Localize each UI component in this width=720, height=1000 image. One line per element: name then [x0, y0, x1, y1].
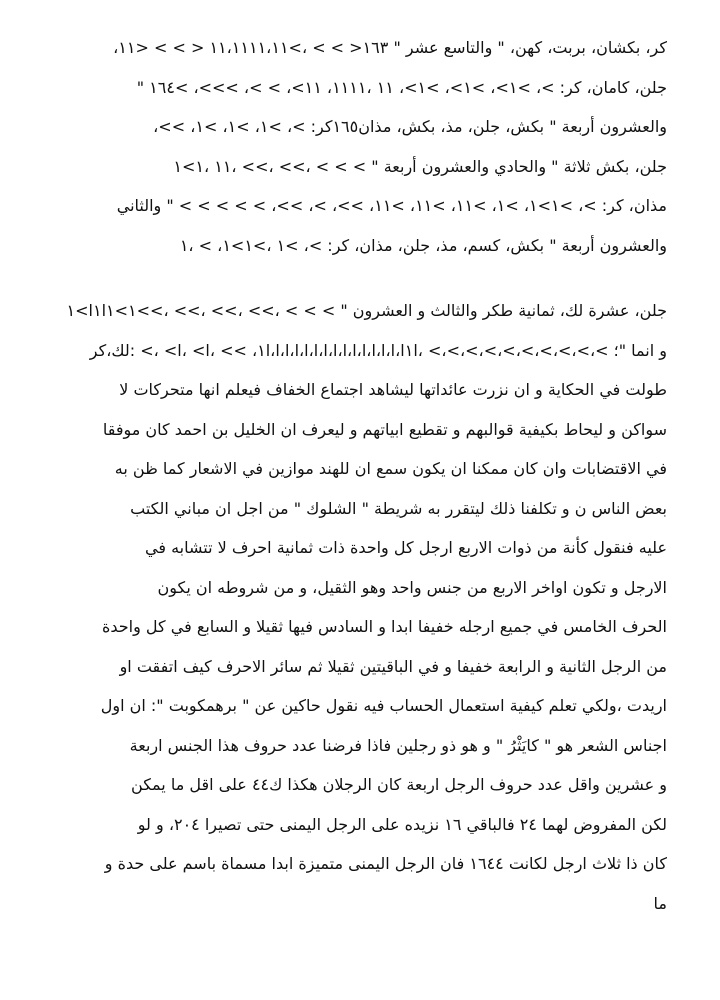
text-line: سواكن و ليحاط بكيفية قوالبهم و تقطيع ابياتهم و ليعرف ان الخليل بن احمد كان موفقا: [102, 419, 667, 439]
text-line: عليه فنقول كأنة من ذوات الاربع ارجل كل واحدة ذات ثمانية احرف لا تتشابه في: [145, 538, 667, 557]
text-line: جلن، عشرة لك، ثمانية طكر والثالث و العشرون " > > > ،>> ،>> ،>> ،>>١>١ا١ا>١: [66, 301, 667, 320]
paragraph-spacer: [55, 265, 667, 291]
text-line: و انما "؛ >،>،>،>،>،>،>،>،>،> ،ا١ا،ا،ا،ا،ا،ا،ا،ا،ا،ا،ا،ا،ا،ا،ا١، >> ،ا> ،ا> ،> :لك،كر: [89, 340, 667, 360]
text-line: ما: [653, 893, 667, 913]
text-line: و عشرين واقل عدد حروف الرجل اربعة كان الرجلان هكذا ك٤٤ على اقل ما يمكن: [131, 775, 667, 794]
text-line: الارجل و تكون اواخر الاربع من جنس واحد وهو الثقيل، و من شروطه ان يكون: [157, 577, 667, 597]
text-line: جلن، كامان، كر: >، >١>، >١>، >١>، ١١ ،١١١١، ١١>، > >، >>>، >١٦٤ ": [136, 77, 667, 97]
text-line: والعشرون أربعة " بكش، كسم، مذ، جلن، مذان، كر: >، >١ ،>١>١، > ،١: [179, 235, 667, 255]
text-line: الحرف الخامس في جميع ارجله خفيفا ابدا و السادس فيها ثقيلا و السابع في كل واحدة: [102, 617, 667, 636]
text-line: كر، بكشان، بربت، كهن، " والتاسع عشر " ١٦٣< > > ،>١١،١١١١،١١ < > > <١١،: [113, 38, 667, 57]
paragraph-2: [55, 291, 667, 923]
document-page: [55, 28, 667, 923]
text-line: بعض الناس ن و تكلفنا ذلك ليتقرر به شريطة " الشلوك " من اجل ان مباني الكتب: [130, 498, 667, 518]
text-line: من الرجل الثانية و الرابعة خفيفا و في الباقيتين ثقيلا ثم سائر الاحرف كيف اتفقت او: [119, 656, 667, 676]
text-line: لكن المفروض لهما ٢٤ فالباقي ١٦ نزيده على الرجل اليمنى حتى تصيرا ٢٠٤، و لو: [137, 814, 667, 834]
text-line: طولت في الحكاية و ان نزرت عائداتها ليشاهد اجتماع الخفاف فيعلم انها متحركات لا: [119, 380, 667, 399]
text-line: مذان، كر: >، >١>١، >١، >١١، >١١، >١١، >>، >، >>، > > > > > " والثاني: [116, 196, 667, 215]
text-line: اجناس الشعر هو " كايَثْرُ " و هو ذو رجلين فاذا فرضنا عدد حروف هذا الجنس اربعة: [129, 735, 667, 755]
text-line: جلن، بكش ثلاثة " والحادي والعشرون أربعة " > > > ،>> ،>> ،١١ ،١>١: [173, 156, 667, 176]
text-line: والعشرون أربعة " بكش، جلن، مذ، بكش، مذان١٦٥كر: >، >١، >١، >١، >>،: [153, 117, 667, 136]
text-line: في الاقتضابات وان كان ممكنا ان يكون سمع ان للهند موازين في الاشعار كما ظن به: [114, 459, 667, 478]
paragraph-1: [55, 28, 667, 265]
text-line: كان ذا ثلاث ارجل لكانت ١٦٤٤ فان الرجل اليمنى متميزة ابدا مسماة باسم على حدة و: [104, 854, 667, 873]
text-line: اريدت ،ولكي تعلم كيفية استعمال الحساب فيه نقول حاكين عن " برهمكوبت ": ان اول: [100, 696, 667, 715]
